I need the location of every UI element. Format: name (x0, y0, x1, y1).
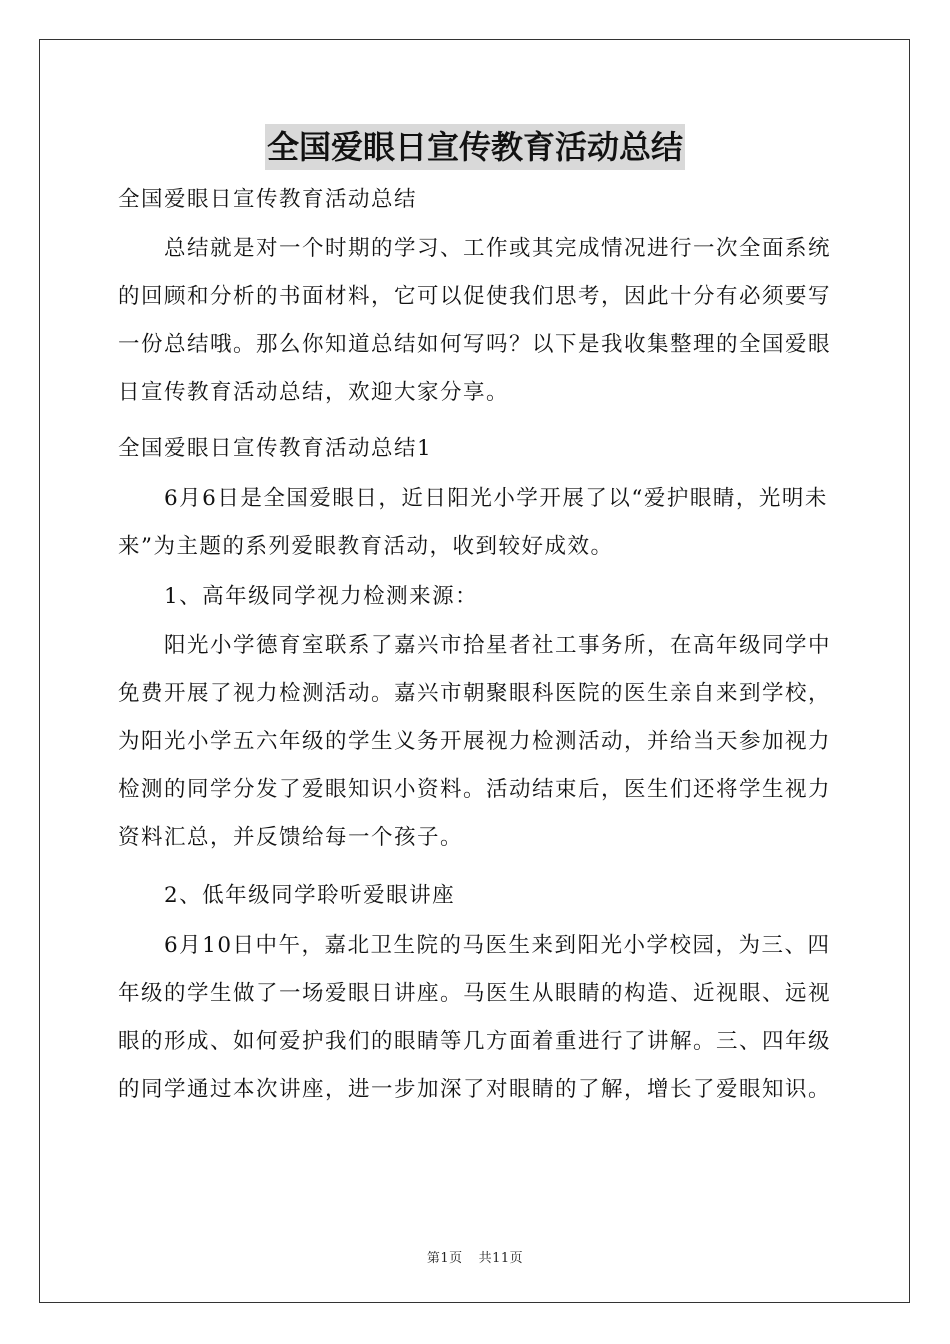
document-subtitle: 全国爱眼日宣传教育活动总结 (118, 187, 418, 212)
paragraph-eye-day: 6月6日是全国爱眼日，近日阳光小学开展了以“爱护眼睛，光明未来”为主题的系列爱眼教育活动，收到较好成效。 (118, 486, 828, 559)
item-2-body: 6月10日中午，嘉北卫生院的马医生来到阳光小学校园，为三、四年级的学生做了一场爱眼日讲座。马医生从眼睛的构造、近视眼、远视眼的形成、如何爱护我们的眼睛等几方面着重进行了讲解。三、四年级的同学通过本次讲座，进一步加深了对眼睛的了解，增长了爱眼知识。 (118, 933, 832, 1102)
section-heading: 全国爱眼日宣传教育活动总结1 (118, 436, 433, 461)
page-footer (0, 1247, 950, 1266)
page-number: 第1页 (426, 1251, 463, 1266)
page-total: 共11页 (478, 1251, 524, 1266)
item-1-body: 阳光小学德育室联系了嘉兴市拾星者社工事务所，在高年级同学中免费开展了视力检测活动。嘉兴市朝聚眼科医院的医生亲自来到学校，为阳光小学五六年级的学生义务开展视力检测活动，并给当天参加视力检测的同学分发了爱眼知识小资料。活动结束后，医生们还将学生视力资料汇总，并反馈给每一个孩子。 (118, 633, 832, 850)
item-2-heading: 2、低年级同学聆听爱眼讲座 (164, 883, 456, 908)
intro-paragraph: 总结就是对一个时期的学习、工作或其完成情况进行一次全面系统的回顾和分析的书面材料，它可以促使我们思考，因此十分有必须要写一份总结哦。那么你知道总结如何写吗？以下是我收集整理的全国爱眼日宣传教育活动总结，欢迎大家分享。 (118, 236, 832, 405)
document-title: 全国爱眼日宣传教育活动总结 (265, 124, 685, 170)
title-container (0, 124, 950, 170)
item-1-heading: 1、高年级同学视力检测来源： (164, 584, 479, 609)
